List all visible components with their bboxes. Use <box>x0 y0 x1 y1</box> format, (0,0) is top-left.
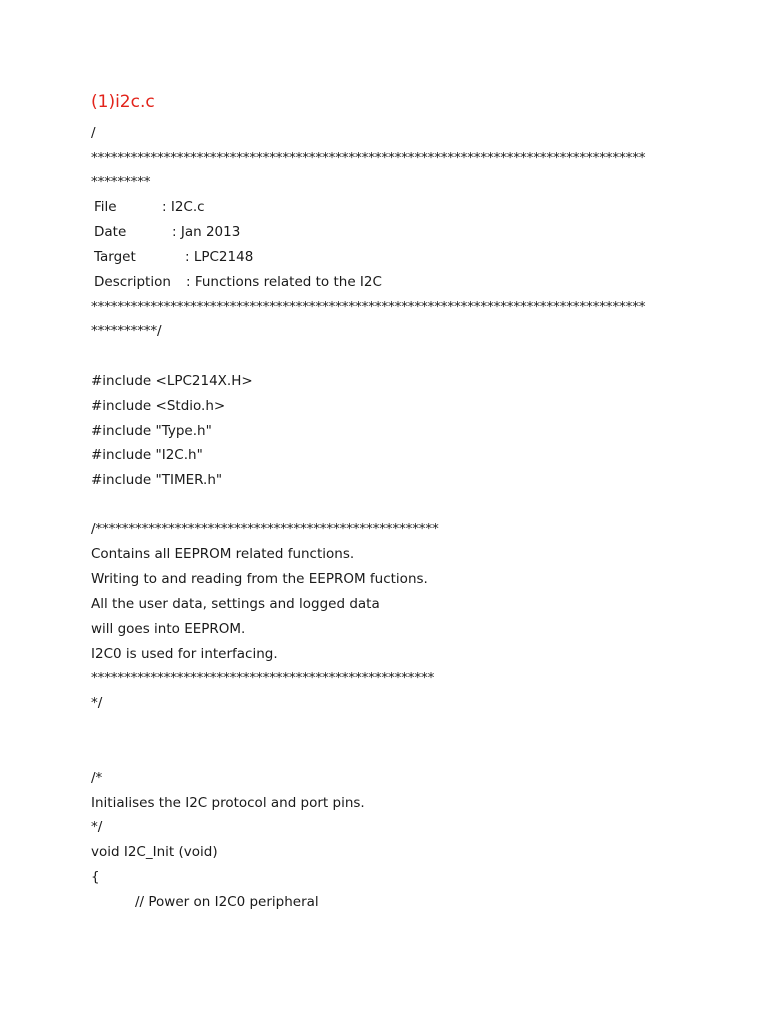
field-label: File <box>94 199 117 215</box>
field-label: Target <box>94 249 136 265</box>
comment-line: I2C0 is used for interfacing. <box>91 646 278 662</box>
comment-line: All the user data, settings and logged data <box>91 596 380 612</box>
header-stars-line-4: **********/ <box>91 323 162 339</box>
field-label: Date <box>94 224 127 240</box>
function-brace-open: { <box>91 869 100 885</box>
comment-open: /**************************************************** <box>91 521 439 537</box>
comment-line: Contains all EEPROM related functions. <box>91 546 355 562</box>
header-field-date <box>94 223 241 241</box>
header-stars-line-3: ************************************************************************************ <box>91 299 646 315</box>
function-signature: void I2C_Init (void) <box>91 844 218 860</box>
comment-stars: **************************************************** <box>91 670 435 686</box>
function-comment-open: /* <box>91 770 103 786</box>
field-value: : Functions related to the I2C <box>186 274 382 290</box>
field-value: : I2C.c <box>162 199 205 215</box>
header-stars-line-2: ********* <box>91 174 151 190</box>
function-comment-close: */ <box>91 819 103 835</box>
include-line: #include "Type.h" <box>91 423 212 439</box>
document-heading: (1)i2c.c <box>91 92 155 112</box>
include-line: #include <Stdio.h> <box>91 398 226 414</box>
header-field-description <box>94 273 382 291</box>
field-value: : LPC2148 <box>185 249 254 265</box>
header-slash: / <box>91 125 96 141</box>
comment-close: */ <box>91 695 103 711</box>
header-stars-line-1: ************************************************************************************ <box>91 150 646 166</box>
header-field-file <box>94 198 205 216</box>
header-field-target <box>94 248 254 266</box>
include-line: #include "TIMER.h" <box>91 472 223 488</box>
field-value: : Jan 2013 <box>172 224 241 240</box>
function-comment-text: Initialises the I2C protocol and port pins. <box>91 795 365 811</box>
include-line: #include "I2C.h" <box>91 447 203 463</box>
comment-line: will goes into EEPROM. <box>91 621 246 637</box>
function-body-comment: // Power on I2C0 peripheral <box>135 894 319 910</box>
field-label: Description <box>94 274 171 290</box>
include-line: #include <LPC214X.H> <box>91 373 253 389</box>
comment-line: Writing to and reading from the EEPROM fuctions. <box>91 571 428 587</box>
